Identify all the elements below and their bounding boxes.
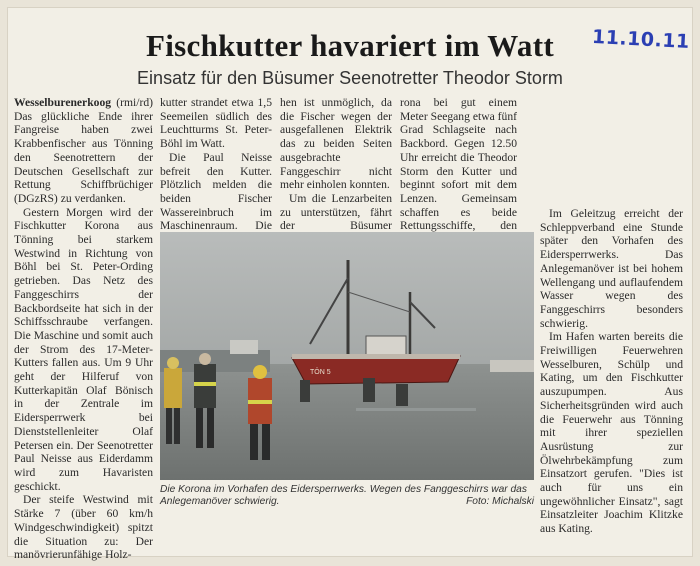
paragraph-text: (rmi/rd) Das glückliche Ende ihrer Fangreise haben zwei Krabbenfischer aus Tönning den Seenotrettern der Deutschen Gesellschaft zur Rettung Schiffbrüchiger (DGzRS) zu verdanken. — [14, 96, 153, 205]
paragraph: rona bei gut einem Meter Seegang etwa fünf Grad Schlagseite nach Backbord. Gegen 12.50 Uhr erreicht die Theodor Storm den Kutter und beginnt sofort mit dem Lenzen. Gemeinsam schaffen es beide Rettungsschiffe, den — [400, 96, 517, 233]
handwritten-date-stamp: 11.10.11 — [591, 25, 691, 54]
subheadline: Einsatz für den Büsumer Seenotretter Theodor Storm — [137, 68, 563, 88]
article-column-1 — [14, 96, 153, 562]
paragraph — [14, 96, 153, 206]
photo-credit: Foto: Michalski — [466, 496, 534, 507]
paragraph: Der steife Westwind mit Stärke 7 (über 60 km/h Windgeschwindigkeit) spitzt die Situation zu: Der manövrierunfähige Holz- — [14, 493, 153, 562]
article-column-5 — [540, 207, 683, 536]
paragraph: Im Hafen warten bereits die Freiwilligen Feuerwehren Wesselburen, Schülp und Kating, um den Fischkutter auszupumpen. Aus Sicherheitsgründen wird auch die Feuerwehr aus Tönning mit ihrer speziellen Ausrüstung zur Ölwehrbekämpfung zum Einsatzort gerufen. "Dies ist auch für uns ein ungewöhnlicher Einsatz", sagt Einsatzleiter Joachim Klitzke aus Kating. — [540, 330, 683, 536]
headline: Fischkutter havariert im Watt — [146, 28, 554, 63]
paragraph: kutter strandet etwa 1,5 Seemeilen südlich des Leuchtturms St. Peter-Böhl im Watt. — [160, 96, 272, 151]
paragraph: Gestern Morgen wird der Fischkutter Korona aus Tönning bei starkem Westwind in Richtung von Böhl bei St. Peter-Ording getrieben. Das Netz des Fanggeschirrs der Backbordseite hat sich in der Schiffsschraube verfangen. Die Maschine und somit auch der Strom des 17-Meter-Kutters fallen aus. Um 9 Uhr geht der Hilferuf von Kutterkapitän Olaf Bönisch in der Zentrale im Eidersperrwerk bei Dienststellenleiter Olaf Petersen ein. Der Seenotretter Paul Neisse aus Eiderdamm wird zum Havaristen geschickt. — [14, 205, 153, 493]
caption-text: Die Korona im Vorhafen des Eidersperrwerks. Wegen des Fanggeschirrs war das Anlegemanöver schwierig. — [160, 484, 527, 507]
paragraph: Im Geleitzug erreicht der Schleppverband eine Stunde später den Vorhafen des Eidersperrwerks. Das Anlegemanöver ist bei hohem Wellengang und auflaufendem Wasser wegen des Fanggeschirrs besonders schwierig. — [540, 207, 683, 330]
water-reflection — [356, 408, 476, 411]
photo-scene — [160, 232, 534, 480]
harbor-vessel — [230, 340, 258, 354]
paragraph: hen ist unmöglich, da die Fischer wegen der ausgefallenen Elektrik das zu beiden Seiten ausgebrachte Fanggeschirr nicht mehr einholen konnten. — [280, 96, 392, 192]
news-photo — [160, 232, 534, 480]
boat-name: TÖN 5 — [310, 369, 331, 376]
dateline: Wesselburenerkoog — [14, 96, 112, 109]
harbor-boat — [490, 360, 534, 372]
paragraph: Die Paul Neisse befreit den Kutter. Plötzlich melden die beiden Fischer Wassereinbruch im Maschinenraum. Die — [160, 150, 272, 233]
paragraph: Um die Lenzarbeiten zu unterstützen, fährt der Büsumer — [280, 191, 392, 233]
photo-caption — [160, 484, 534, 508]
